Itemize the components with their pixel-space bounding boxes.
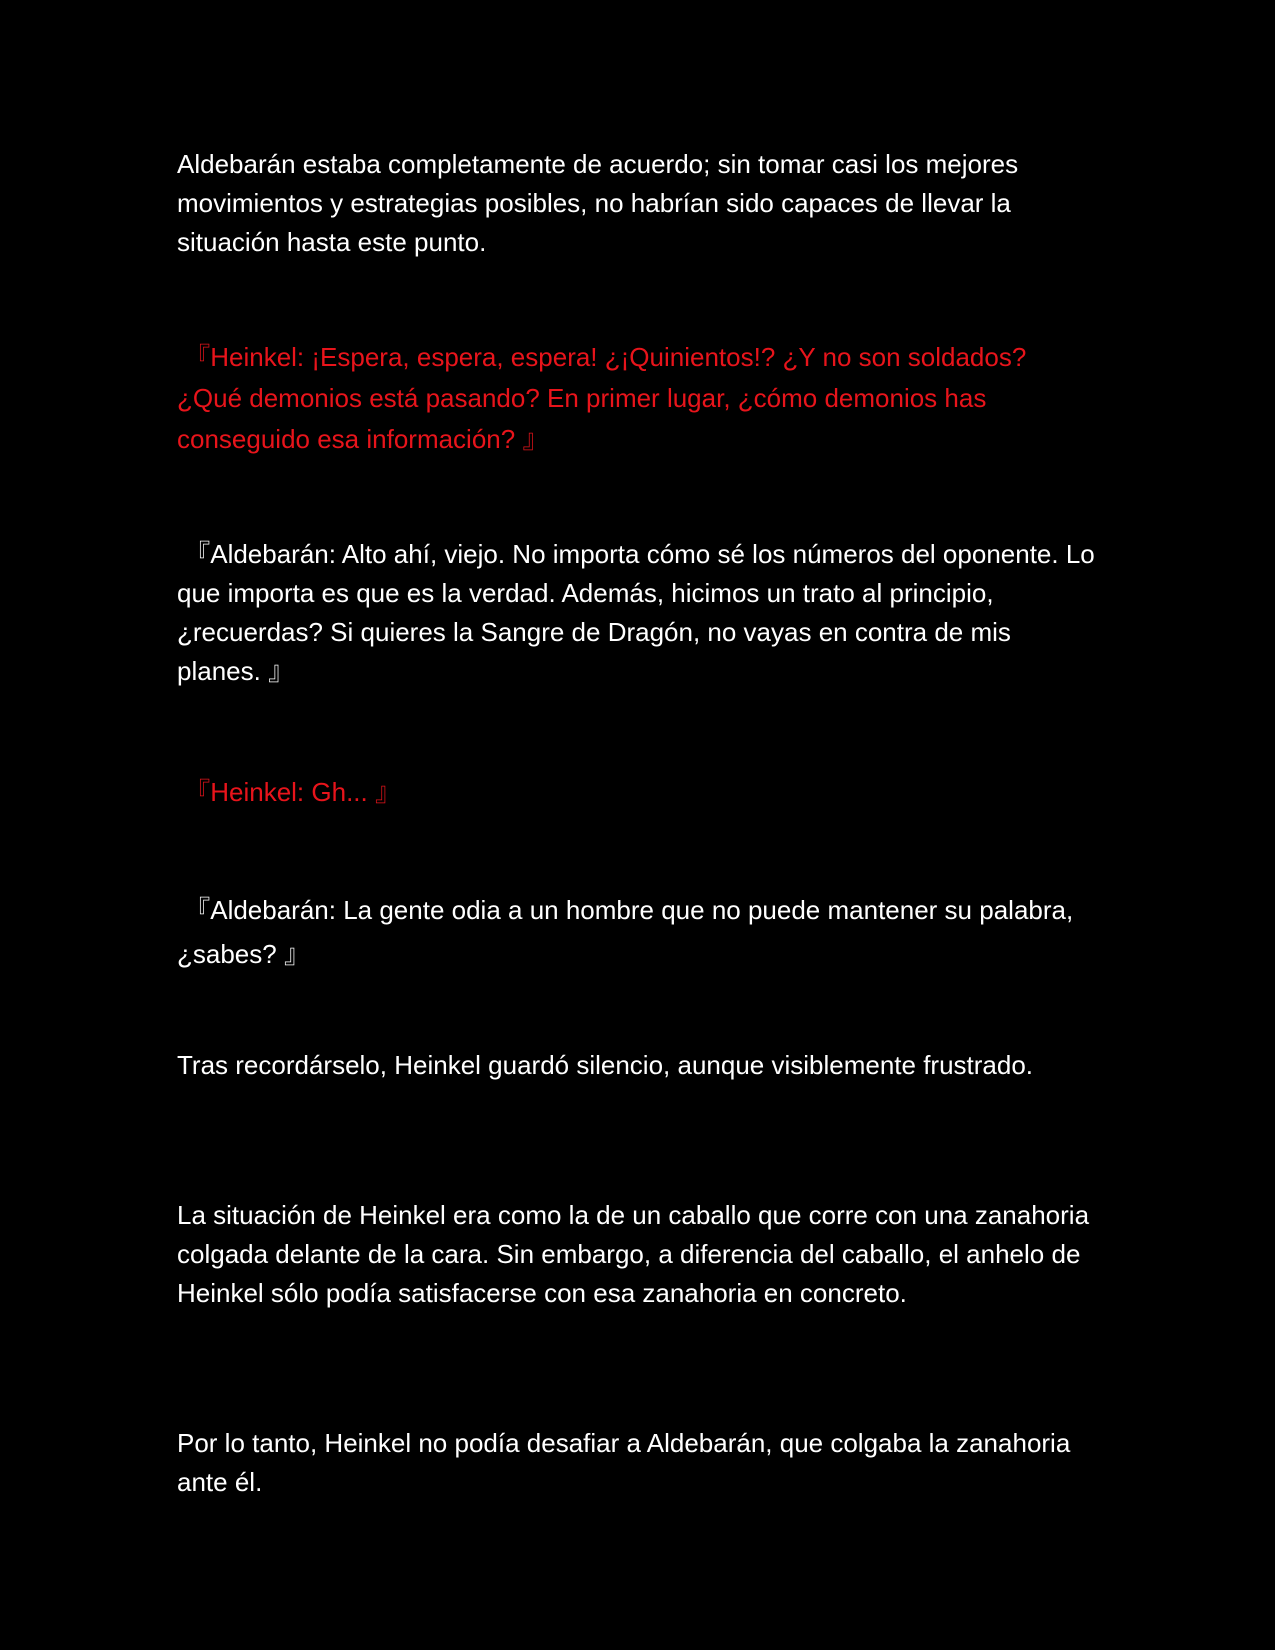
aldebaran-dialogue: 『Aldebarán: Alto ahí, viejo. No importa cómo sé los números del oponente. Lo que importa es que es la verdad. Además, hicimos un trato al principio, ¿recuerdas? Si quieres la Sangre de Dragón, no vayas en contra de mis planes. 』 (177, 539, 1095, 686)
narration-paragraph: Por lo tanto, Heinkel no podía desafiar a Aldebarán, que colgaba la zanahoria ante él. (177, 1428, 1071, 1497)
heinkel-dialogue: 『Heinkel: ¡Espera, espera, espera! ¿¡Quinientos!? ¿Y no son soldados? ¿Qué demonios está pasando? En primer lugar, ¿cómo demonios has conseguido esa información? 』 (177, 342, 1027, 454)
narration-paragraph: Tras recordárselo, Heinkel guardó silencio, aunque visiblemente frustrado. (177, 1050, 1034, 1080)
aldebaran-dialogue: 『Aldebarán: La gente odia a un hombre que no puede mantener su palabra, ¿sabes? 』 (177, 895, 1074, 969)
heinkel-dialogue: 『Heinkel: Gh... 』 (177, 777, 401, 807)
narration-paragraph: La situación de Heinkel era como la de un caballo que corre con una zanahoria colgada delante de la cara. Sin embargo, a diferencia del caballo, el anhelo de Heinkel sólo podía satisfacerse con esa zanahoria en concreto. (177, 1200, 1090, 1308)
narration-paragraph: Aldebarán estaba completamente de acuerdo; sin tomar casi los mejores movimientos y estrategias posibles, no habrían sido capaces de llevar la situación hasta este punto. (177, 149, 1019, 257)
